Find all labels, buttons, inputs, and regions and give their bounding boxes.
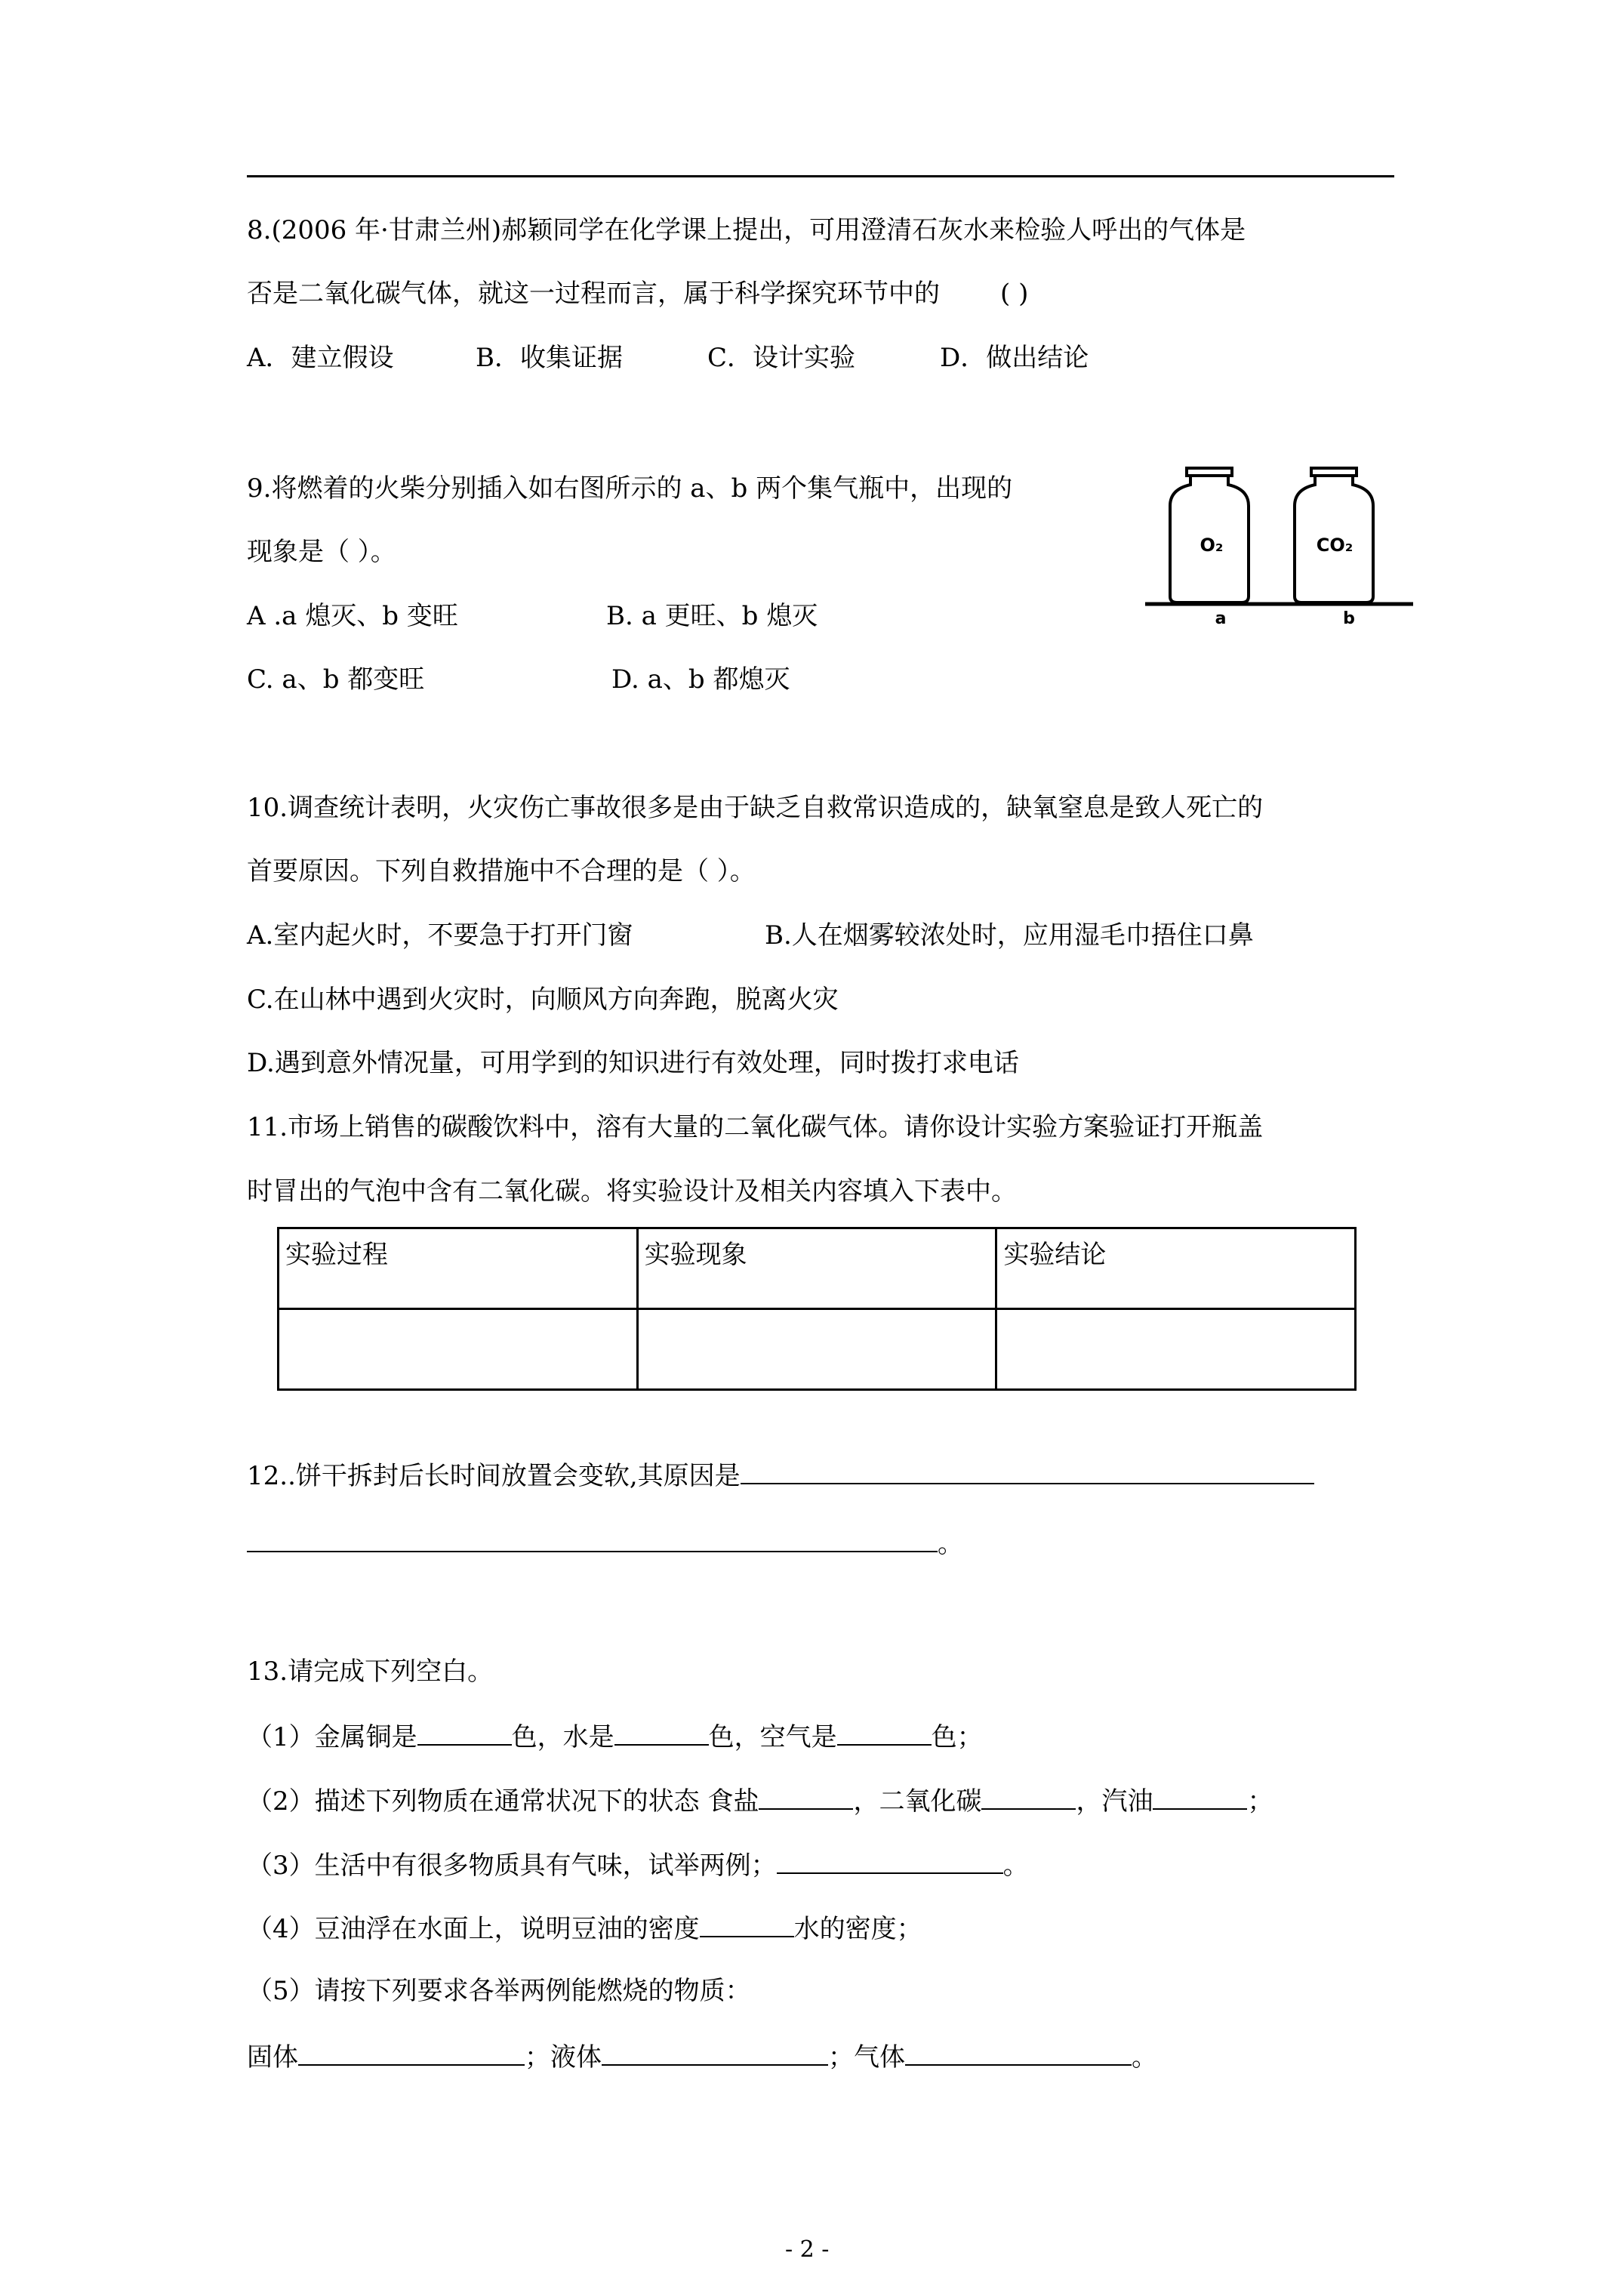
gasoline-state-blank[interactable] (1153, 1783, 1247, 1810)
q13-sub6: 固体 ；液体 ；气体 。 (247, 2039, 1157, 2074)
q9-line2: 现象是（ ）。 (247, 537, 396, 567)
q8-answer-paren: ( ) (1000, 279, 1029, 309)
q10-option-c: C.在山林中遇到火灾时，向顺风方向奔跑，脱离火灾 (247, 985, 839, 1015)
bottle-a-label: O₂ (1200, 535, 1224, 556)
table-header-cell: 实验过程 (279, 1228, 638, 1309)
q11-line2: 时冒出的气泡中含有二氧化碳。将实验设计及相关内容填入下表中。 (247, 1176, 1017, 1207)
q10-line2: 首要原因。下列自救措施中不合理的是（ ）。 (247, 856, 756, 886)
q9-option-a: A .a 熄灭、b 变旺 (247, 601, 458, 631)
page-number: - 2 - (785, 2236, 830, 2263)
q9-option-d: D. a、b 都熄灭 (611, 664, 790, 695)
table-header-cell: 实验结论 (996, 1228, 1356, 1309)
gas-bottles-figure (1145, 462, 1413, 628)
density-compare-blank[interactable] (700, 1910, 794, 1937)
odor-examples-blank[interactable] (777, 1847, 1003, 1874)
copper-color-blank[interactable] (417, 1718, 512, 1746)
q13-sub4: （4）豆油浮在水面上，说明豆油的密度 水的密度； (247, 1910, 922, 1946)
bottle-b-label: CO₂ (1316, 535, 1354, 556)
gas-fuel-blank[interactable] (905, 2039, 1132, 2066)
q10-option-b: B.人在烟雾较浓处时，应用湿毛巾捂住口鼻 (765, 920, 1254, 951)
base-label-a: a (1215, 609, 1227, 628)
q10-line1: 10.调查统计表明，火灾伤亡事故很多是由于缺乏自救常识造成的，缺氧窒息是致人死亡的 (247, 793, 1264, 823)
air-color-blank[interactable] (837, 1718, 932, 1746)
q8-line2: 否是二氧化碳气体，就这一过程而言，属于科学探究环节中的 ( ) (247, 279, 1029, 309)
table-header-cell: 实验现象 (637, 1228, 996, 1309)
liquid-fuel-blank[interactable] (602, 2039, 828, 2066)
q8-option-b: B．收集证据 (476, 343, 623, 373)
q13-sub2: （2）描述下列物质在通常状况下的状态 食盐 ，二氧化碳 ，汽油 ； (247, 1783, 1273, 1818)
q13-sub1: （1）金属铜是 色，水是 色，空气是 色； (247, 1718, 983, 1754)
q13-title: 13.请完成下列空白。 (247, 1657, 494, 1687)
table-row (279, 1309, 1356, 1390)
base-label-b: b (1343, 609, 1355, 628)
q12-line2: 。 (247, 1525, 963, 1561)
q10-option-a: A.室内起火时，不要急于打开门窗 (247, 920, 633, 951)
experiment-table (277, 1227, 1357, 1391)
table-answer-cell[interactable] (637, 1309, 996, 1390)
q9-option-c: C. a、b 都变旺 (247, 664, 425, 695)
co2-state-blank[interactable] (981, 1783, 1076, 1810)
q8-option-c: C．设计实验 (707, 343, 856, 373)
q8-option-a: A．建立假设 (247, 343, 394, 373)
q9-option-b: B. a 更旺、b 熄灭 (606, 601, 818, 631)
q9-line1: 9.将燃着的火柴分别插入如右图所示的 a、b 两个集气瓶中，出现的 (247, 473, 1013, 504)
table-answer-cell[interactable] (279, 1309, 638, 1390)
header-rule (247, 175, 1394, 177)
q12-answer-blank-1[interactable] (741, 1457, 1314, 1484)
q12-answer-blank-2[interactable] (247, 1525, 938, 1552)
solid-fuel-blank[interactable] (298, 2039, 525, 2066)
q13-sub5: （5）请按下列要求各举两例能燃烧的物质： (247, 1976, 751, 2006)
q12-line1: 12..饼干拆封后长时间放置会变软,其原因是 (247, 1457, 1314, 1493)
q10-option-d: D.遇到意外情况量，可用学到的知识进行有效处理，同时拨打求电话 (247, 1048, 1019, 1078)
table-answer-cell[interactable] (996, 1309, 1356, 1390)
q13-sub3: （3）生活中有很多物质具有气味，试举两例； 。 (247, 1847, 1029, 1882)
table-header-row (279, 1228, 1356, 1309)
salt-state-blank[interactable] (759, 1783, 853, 1810)
q8-line1: 8.(2006 年·甘肃兰州)郝颖同学在化学课上提出，可用澄清石灰水来检验人呼出的气体是 (247, 215, 1246, 245)
bottle-b (1295, 468, 1373, 603)
q11-line1: 11.市场上销售的碳酸饮料中，溶有大量的二氧化碳气体。请你设计实验方案验证打开瓶盖 (247, 1112, 1264, 1142)
bottle-a (1170, 468, 1249, 603)
water-color-blank[interactable] (614, 1718, 709, 1746)
q8-option-d: D．做出结论 (940, 343, 1089, 373)
